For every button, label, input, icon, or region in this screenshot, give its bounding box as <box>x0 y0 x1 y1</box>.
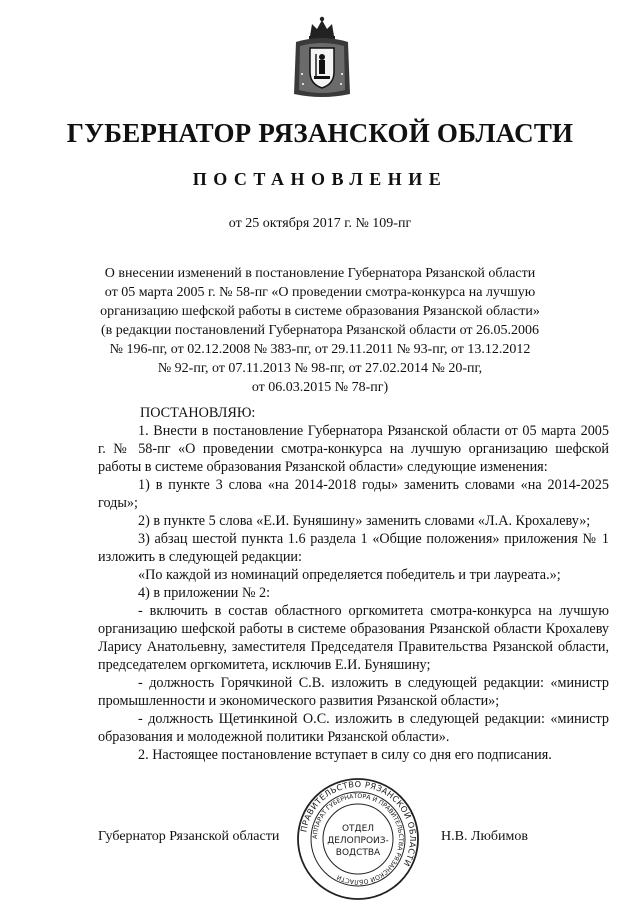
paragraph: «По каждой из номинаций определяется победитель и три лауреата.»; <box>138 567 561 583</box>
paragraph: 2. Настоящее постановление вступает в силу со дня его подписания. <box>138 747 552 763</box>
paragraph: 4) в приложении № 2: <box>138 585 271 601</box>
subject-line: № 92-пг, от 07.11.2013 № 98-пг, от 27.02.2014 № 20-пг, <box>157 361 483 376</box>
subject-line: (в редакции постановлений Губернатора Рязанской области от 26.05.2006 <box>100 323 540 338</box>
document-date-number: от 25 октября 2017 г. № 109-пг <box>228 216 412 231</box>
stamp-center-line: ОТДЕЛ <box>341 824 375 834</box>
rzn-coat-of-arms-icon <box>290 14 354 100</box>
document-body <box>98 404 609 764</box>
subject-line: от 05 марта 2005 г. № 58-пг «О проведении смотра-конкурса на лучшую <box>104 285 536 300</box>
paragraph: - должность Щетинкиной О.С. изложить в следующей редакции: «министр образования и молодежной политики Рязанской области». <box>98 711 609 745</box>
subject-line: организацию шефской работы в системе образования Рязанской области» <box>100 304 540 319</box>
stamp-inner-text: АППАРАТ ГУБЕРНАТОРА И ПРАВИТЕЛЬСТВА РЯЗАНСКОЙ ОБЛАСТИ <box>311 792 405 886</box>
stamp-center-line: ДЕЛОПРОИЗ- <box>327 836 389 846</box>
paragraph: 1) в пункте 3 слова «на 2014-2018 годы» заменить словами «на 2014-2025 годы»; <box>98 477 609 511</box>
signature-name: Н.В. Любимов <box>441 829 528 844</box>
document-subject <box>100 264 540 397</box>
stamp-outer-text: ПРАВИТЕЛЬСТВО РЯЗАНСКОЙ ОБЛАСТИ <box>298 778 419 869</box>
round-seal-stamp-icon <box>295 776 421 902</box>
subject-line: О внесении изменений в постановление Губернатора Рязанской области <box>104 266 536 281</box>
paragraph: - включить в состав областного оргкомитета смотра-конкурса на лучшую организацию шефской работы в системе образования Рязанской области Крохалеву Ларису Анатольевну, заместителя Председателя Правительства Рязанской области, председателем оргкомитета, исключив Е.И. Буняшину; <box>98 603 609 673</box>
subject-line: от 06.03.2015 № 78-пг) <box>251 380 389 395</box>
paragraph: 3) абзац шестой пункта 1.6 раздела 1 «Общие положения» приложения № 1 изложить в следующей редакции: <box>98 531 609 565</box>
stamp-center-line: ВОДСТВА <box>335 848 381 858</box>
paragraph: 1. Внести в постановление Губернатора Рязанской области от 05 марта 2005 г. № 58-пг «О проведении смотра-конкурса на лучшую организацию шефской работы в системе образования Рязанской области» следующие изменения: <box>98 423 609 475</box>
signature-label: Губернатор Рязанской области <box>98 829 280 844</box>
document-type: ПОСТАНОВЛЕНИЕ <box>192 169 448 189</box>
document-title: ГУБЕРНАТОР РЯЗАНСКОЙ ОБЛАСТИ <box>66 118 574 148</box>
subject-line: № 196-пг, от 02.12.2008 № 383-пг, от 29.11.2011 № 93-пг, от 13.12.2012 <box>109 342 531 357</box>
decree-word: ПОСТАНОВЛЯЮ: <box>140 405 256 421</box>
paragraph: 2) в пункте 5 слова «Е.И. Буняшину» заменить словами «Л.А. Крохалеву»; <box>138 513 591 529</box>
paragraph: - должность Горячкиной С.В. изложить в следующей редакции: «министр промышленности и экономического развития Рязанской области»; <box>98 675 609 709</box>
